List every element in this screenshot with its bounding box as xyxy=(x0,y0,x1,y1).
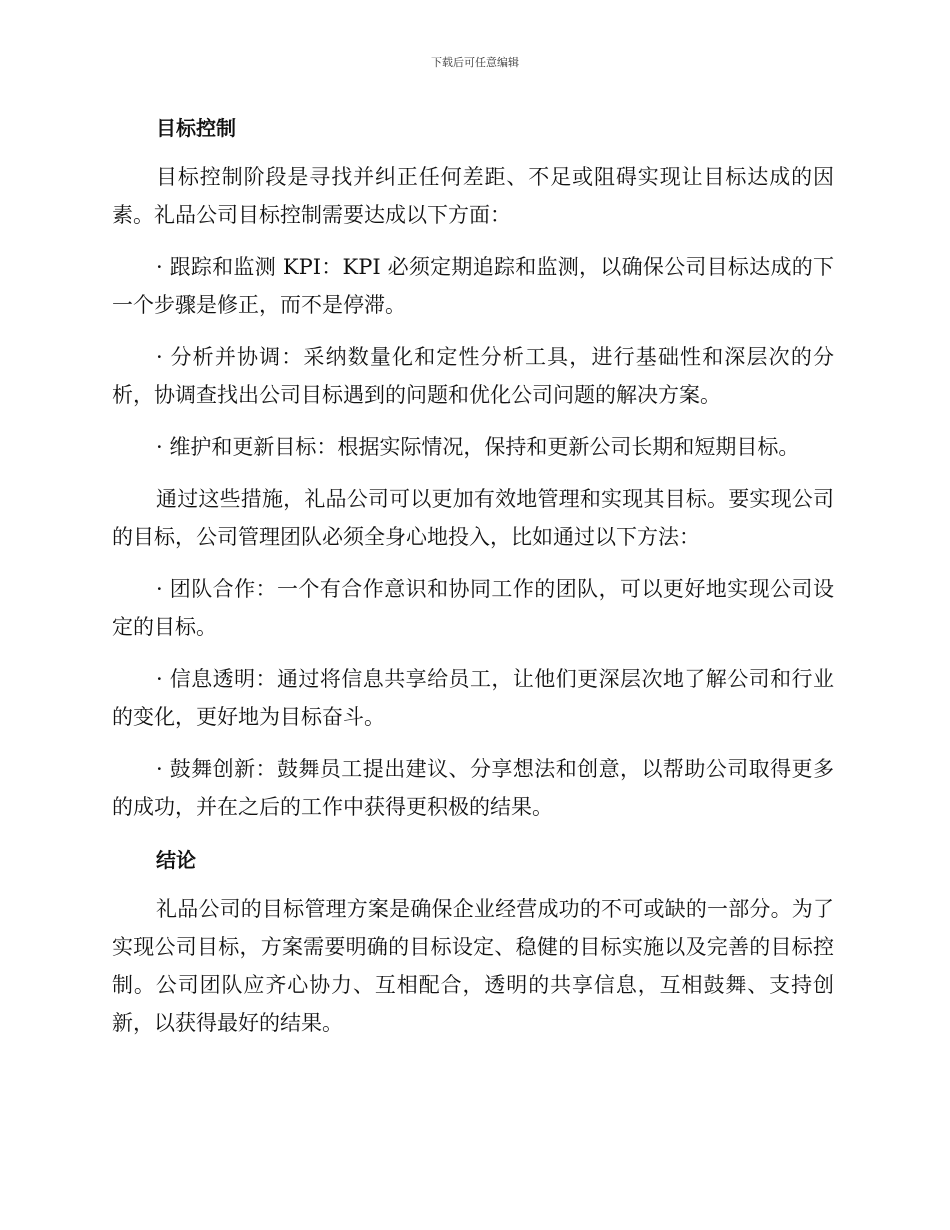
document-body xyxy=(112,110,834,1042)
bullet-analysis-coordination: · 分析并协调：采纳数量化和定性分析工具，进行基础性和深层次的分析，协调查找出公司目标遇到的问题和优化公司问题的解决方案。 xyxy=(112,345,834,407)
paragraph-intro: 目标控制阶段是寻找并纠正任何差距、不足或阻碍实现让目标达成的因素。礼品公司目标控制需要达成以下方面： xyxy=(112,165,834,227)
paragraph-conclusion: 礼品公司的目标管理方案是确保企业经营成功的不可或缺的一部分。为了实现公司目标，方案需要明确的目标设定、稳健的目标实施以及完善的目标控制。公司团队应齐心协力、互相配合，透明的共享信息，互相鼓舞、支持创新，以获得最好的结果。 xyxy=(112,897,834,1035)
bullet-kpi-tracking: · 跟踪和监测 KPI：KPI 必须定期追踪和监测，以确保公司目标达成的下一个步骤是修正，而不是停滞。 xyxy=(112,255,834,317)
section-title-conclusion: 结论 xyxy=(156,848,196,872)
bullet-information-transparency: · 信息透明：通过将信息共享给员工，让他们更深层次地了解公司和行业的变化，更好地为目标奋斗。 xyxy=(112,667,834,729)
bullet-encourage-innovation: · 鼓舞创新：鼓舞员工提出建议、分享想法和创意，以帮助公司取得更多的成功，并在之后的工作中获得更积极的结果。 xyxy=(112,757,834,819)
page-header-note: 下载后可任意编辑 xyxy=(431,56,519,69)
bullet-teamwork: · 团队合作：一个有合作意识和协同工作的团队，可以更好地实现公司设定的目标。 xyxy=(112,577,834,639)
paragraph-transition: 通过这些措施，礼品公司可以更加有效地管理和实现其目标。要实现公司的目标，公司管理团队必须全身心地投入，比如通过以下方法： xyxy=(112,487,834,549)
section-title-target-control: 目标控制 xyxy=(156,116,236,140)
bullet-maintain-update-goals: · 维护和更新目标：根据实际情况，保持和更新公司长期和短期目标。 xyxy=(156,435,800,459)
